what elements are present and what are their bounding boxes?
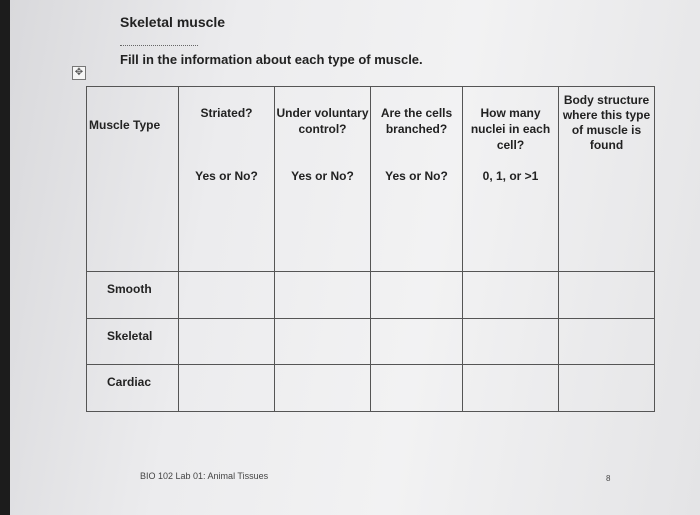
header-answer-format: Yes or No? — [195, 169, 258, 183]
header-cell-branched — [371, 87, 463, 272]
header-question: Under voluntary control? — [276, 106, 369, 136]
answer-cell[interactable] — [275, 271, 371, 318]
header-answer-format: Yes or No? — [385, 169, 448, 183]
answer-cell[interactable] — [179, 318, 275, 365]
table-header-row — [87, 87, 655, 272]
answer-cell[interactable] — [371, 365, 463, 412]
pencil-mark — [120, 45, 198, 48]
header-cell-body-structure — [559, 87, 655, 272]
answer-cell[interactable] — [463, 271, 559, 318]
answer-cell[interactable] — [463, 365, 559, 412]
page-title: Skeletal muscle — [120, 14, 226, 30]
header-question: Body structure where this type of muscle is found — [562, 93, 651, 152]
header-cell-muscle-type — [87, 87, 179, 272]
answer-cell[interactable] — [275, 365, 371, 412]
header-answer-format: Yes or No? — [291, 169, 354, 183]
table-row — [87, 318, 655, 365]
answer-cell[interactable] — [559, 318, 655, 365]
header-cell-voluntary — [275, 87, 371, 272]
table-row — [87, 271, 655, 318]
table-move-handle-icon[interactable]: ✥ — [72, 66, 86, 80]
header-question: Striated? — [200, 106, 253, 120]
footer-course-label: BIO 102 Lab 01: Animal Tissues — [140, 471, 269, 481]
answer-cell[interactable] — [559, 365, 655, 412]
answer-cell[interactable] — [371, 271, 463, 318]
answer-cell[interactable] — [559, 271, 655, 318]
answer-cell[interactable] — [179, 271, 275, 318]
header-question: How many nuclei in each cell? — [470, 106, 551, 152]
muscle-types-table — [86, 86, 655, 412]
answer-cell[interactable] — [275, 318, 371, 365]
answer-cell[interactable] — [179, 365, 275, 412]
row-label-smooth: Smooth — [87, 271, 179, 318]
answer-cell[interactable] — [463, 318, 559, 365]
row-label-cardiac: Cardiac — [87, 365, 179, 412]
header-cell-striated — [179, 87, 275, 272]
row-label-skeletal: Skeletal — [87, 318, 179, 365]
answer-cell[interactable] — [371, 318, 463, 365]
header-question: Muscle Type — [89, 118, 161, 132]
page-number: 8 — [606, 474, 611, 483]
header-answer-format: 0, 1, or >1 — [482, 169, 539, 183]
header-question: Are the cells branched? — [380, 106, 453, 136]
header-cell-nuclei — [463, 87, 559, 272]
instructions-text: Fill in the information about each type of muscle. — [120, 52, 423, 67]
table-row — [87, 365, 655, 412]
